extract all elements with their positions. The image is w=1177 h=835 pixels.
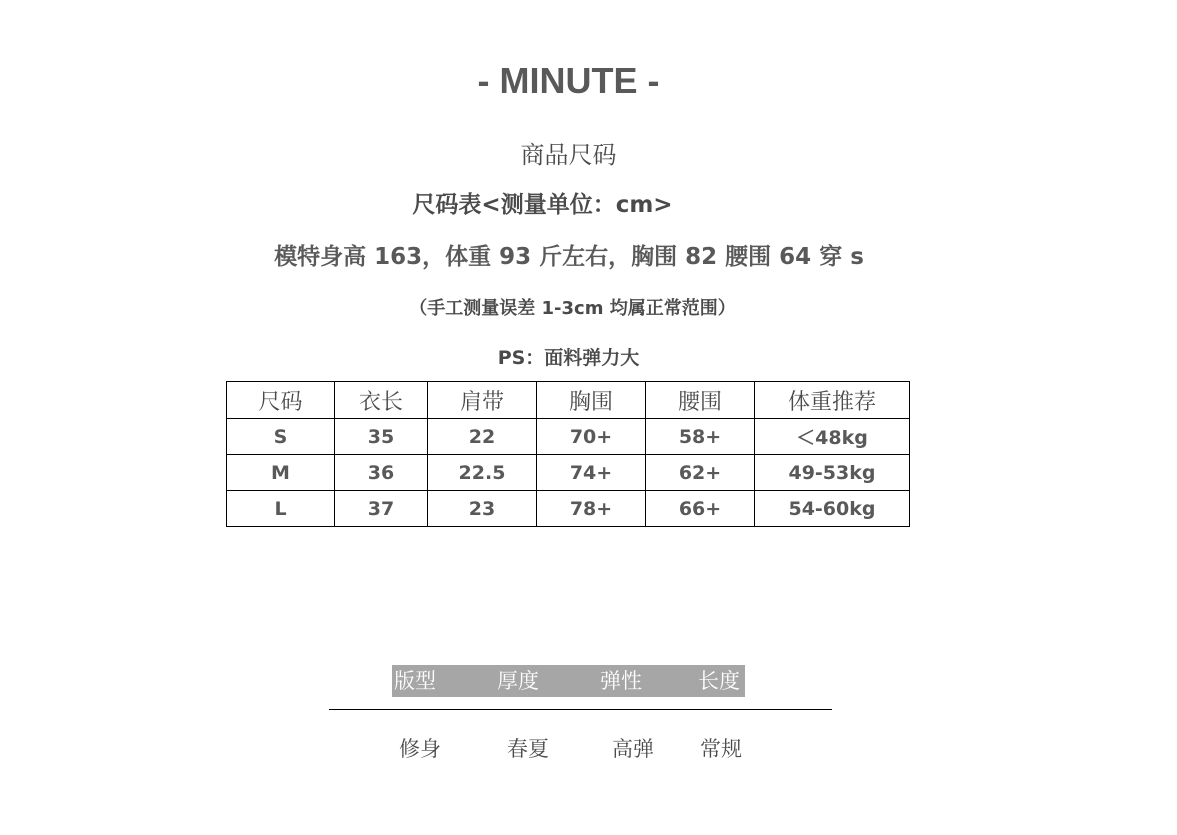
- table-row: [227, 491, 910, 527]
- brand-title: - MINUTE -: [477, 60, 660, 101]
- attr-value-elasticity: 高弹: [612, 737, 654, 761]
- table-cell: 22.5: [428, 455, 537, 491]
- attributes-divider: [329, 709, 832, 710]
- table-cell: 36: [335, 455, 428, 491]
- table-row: [227, 455, 910, 491]
- header-bust: 胸围: [537, 382, 646, 419]
- table-cell: ＜48kg: [755, 419, 910, 455]
- size-table: [226, 381, 910, 527]
- fabric-note: PS：面料弹力大: [497, 347, 640, 369]
- header-weight: 体重推荐: [755, 382, 910, 419]
- table-cell: L: [227, 491, 335, 527]
- table-cell: 54-60kg: [755, 491, 910, 527]
- table-cell: 66+: [646, 491, 755, 527]
- table-cell: S: [227, 419, 335, 455]
- table-cell: 22: [428, 419, 537, 455]
- header-strap: 肩带: [428, 382, 537, 419]
- attr-value-thickness: 春夏: [507, 737, 549, 761]
- header-waist: 腰围: [646, 382, 755, 419]
- table-cell: 62+: [646, 455, 755, 491]
- model-info: 模特身高 163，体重 93 斤左右，胸围 82 腰围 64 穿 s: [274, 244, 864, 270]
- table-cell: 70+: [537, 419, 646, 455]
- table-cell: 23: [428, 491, 537, 527]
- table-cell: 35: [335, 419, 428, 455]
- table-header-row: [227, 382, 910, 419]
- table-cell: 74+: [537, 455, 646, 491]
- table-cell: 58+: [646, 419, 755, 455]
- header-size: 尺码: [227, 382, 335, 419]
- header-length: 衣长: [335, 382, 428, 419]
- table-cell: 78+: [537, 491, 646, 527]
- attr-header-thickness: 厚度: [497, 669, 539, 693]
- attr-header-length: 长度: [698, 669, 740, 693]
- table-cell: 37: [335, 491, 428, 527]
- measurement-note: （手工测量误差 1-3cm 均属正常范围）: [409, 298, 736, 319]
- table-cell: 49-53kg: [755, 455, 910, 491]
- size-chart-caption: 尺码表<测量单位：cm>: [412, 192, 673, 218]
- attr-value-length: 常规: [700, 737, 742, 761]
- attributes-header-bar: [392, 665, 745, 697]
- attr-header-elasticity: 弹性: [600, 669, 642, 693]
- table-row: [227, 419, 910, 455]
- attr-header-fit: 版型: [394, 669, 436, 693]
- page-heading: 商品尺码: [520, 141, 617, 169]
- attr-value-fit: 修身: [399, 737, 441, 761]
- table-cell: M: [227, 455, 335, 491]
